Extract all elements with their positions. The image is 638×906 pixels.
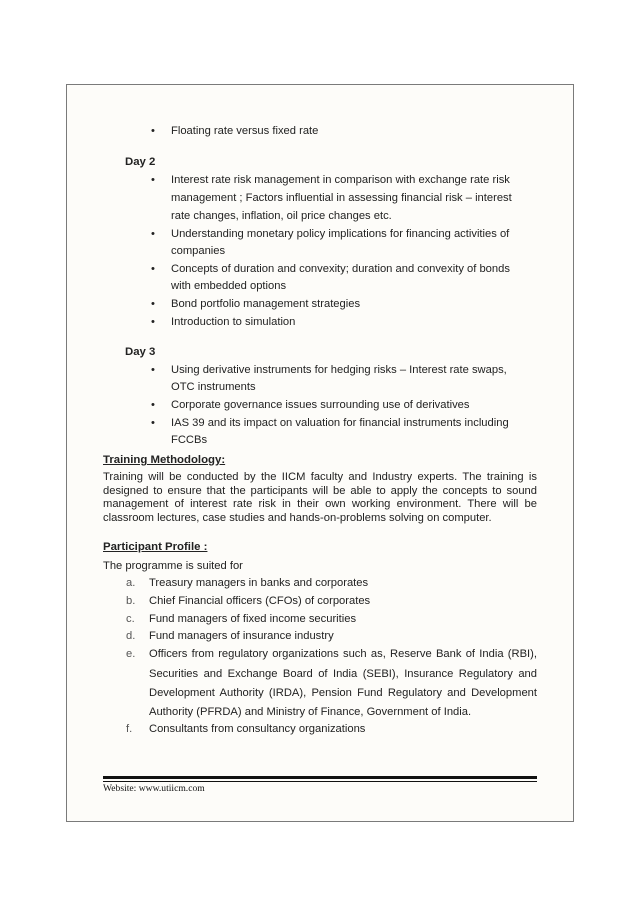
list-marker: f. [126,723,133,735]
list-item: Fund managers of fixed income securities [149,613,357,625]
list-marker: c. [126,613,135,625]
day-3-title: Day 3 [125,346,156,358]
bullet: • [151,174,155,186]
list-item: Consultants from consultancy organizations [149,723,366,735]
bullet-text: Concepts of duration and convexity; duration and convexity of bonds [171,263,510,275]
bullet-text: with embedded options [171,280,287,292]
bullet: • [151,125,155,137]
footer-rule [103,776,537,779]
bullet-text: Introduction to simulation [171,316,296,328]
list-item: Chief Financial officers (CFOs) of corporates [149,595,371,607]
list-item: Securities and Exchange Board of India (SEBI), Insurance Regulatory and [149,668,537,680]
participant-intro: The programme is suited for [103,560,243,572]
training-methodology-heading: Training Methodology: [103,454,226,466]
paragraph-line: management of interest rate risk in their own working environment. There will be [103,498,537,511]
bullet: • [151,228,155,240]
bullet-text: companies [171,245,226,257]
list-marker: a. [126,577,136,589]
bullet: • [151,399,155,411]
list-marker: e. [126,648,136,660]
footer-rule-thin [103,781,537,782]
list-item: Treasury managers in banks and corporates [149,577,369,589]
bullet-text: Interest rate risk management in comparison with exchange rate risk [171,174,510,186]
bullet-text: Using derivative instruments for hedging risks – Interest rate swaps, [171,364,507,376]
bullet-text: Bond portfolio management strategies [171,298,361,310]
day-2-title: Day 2 [125,156,156,168]
list-item: Development Authority (IRDA), Pension Fund Regulatory and Development [149,687,537,699]
bullet: • [151,417,155,429]
paragraph-line: designed to ensure that the participants will be able to apply the concepts to sound [103,484,537,497]
participant-profile-heading: Participant Profile : [103,541,208,553]
bullet-text: Understanding monetary policy implications for financing activities of [171,228,510,240]
list-marker: b. [126,595,136,607]
list-item: Authority (PFRDA) and Ministry of Finance, Government of India. [149,706,472,718]
bullet-text: IAS 39 and its impact on valuation for financial instruments including [171,417,509,429]
bullet-text: OTC instruments [171,381,256,393]
bullet: • [151,316,155,328]
list-marker: d. [126,630,136,642]
bullet-text: Floating rate versus fixed rate [171,125,319,137]
bullet-text: FCCBs [171,434,208,446]
bullet: • [151,263,155,275]
bullet-text: rate changes, inflation, oil price changes etc. [171,210,392,222]
list-item: Officers from regulatory organizations such as, Reserve Bank of India (RBI), [149,648,537,660]
bullet: • [151,298,155,310]
training-paragraph [103,471,537,525]
footer-website: Website: www.utiicm.com [103,783,205,794]
bullet-text: management ; Factors influential in assessing financial risk – interest [171,192,512,204]
paragraph-line: classroom lectures, case studies and hands-on-problems solving on computer. [103,511,492,524]
bullet-text: Corporate governance issues surrounding use of derivatives [171,399,470,411]
bullet: • [151,364,155,376]
list-item: Fund managers of insurance industry [149,630,334,642]
paragraph-line: Training will be conducted by the IICM faculty and Industry experts. The training is [103,471,537,483]
